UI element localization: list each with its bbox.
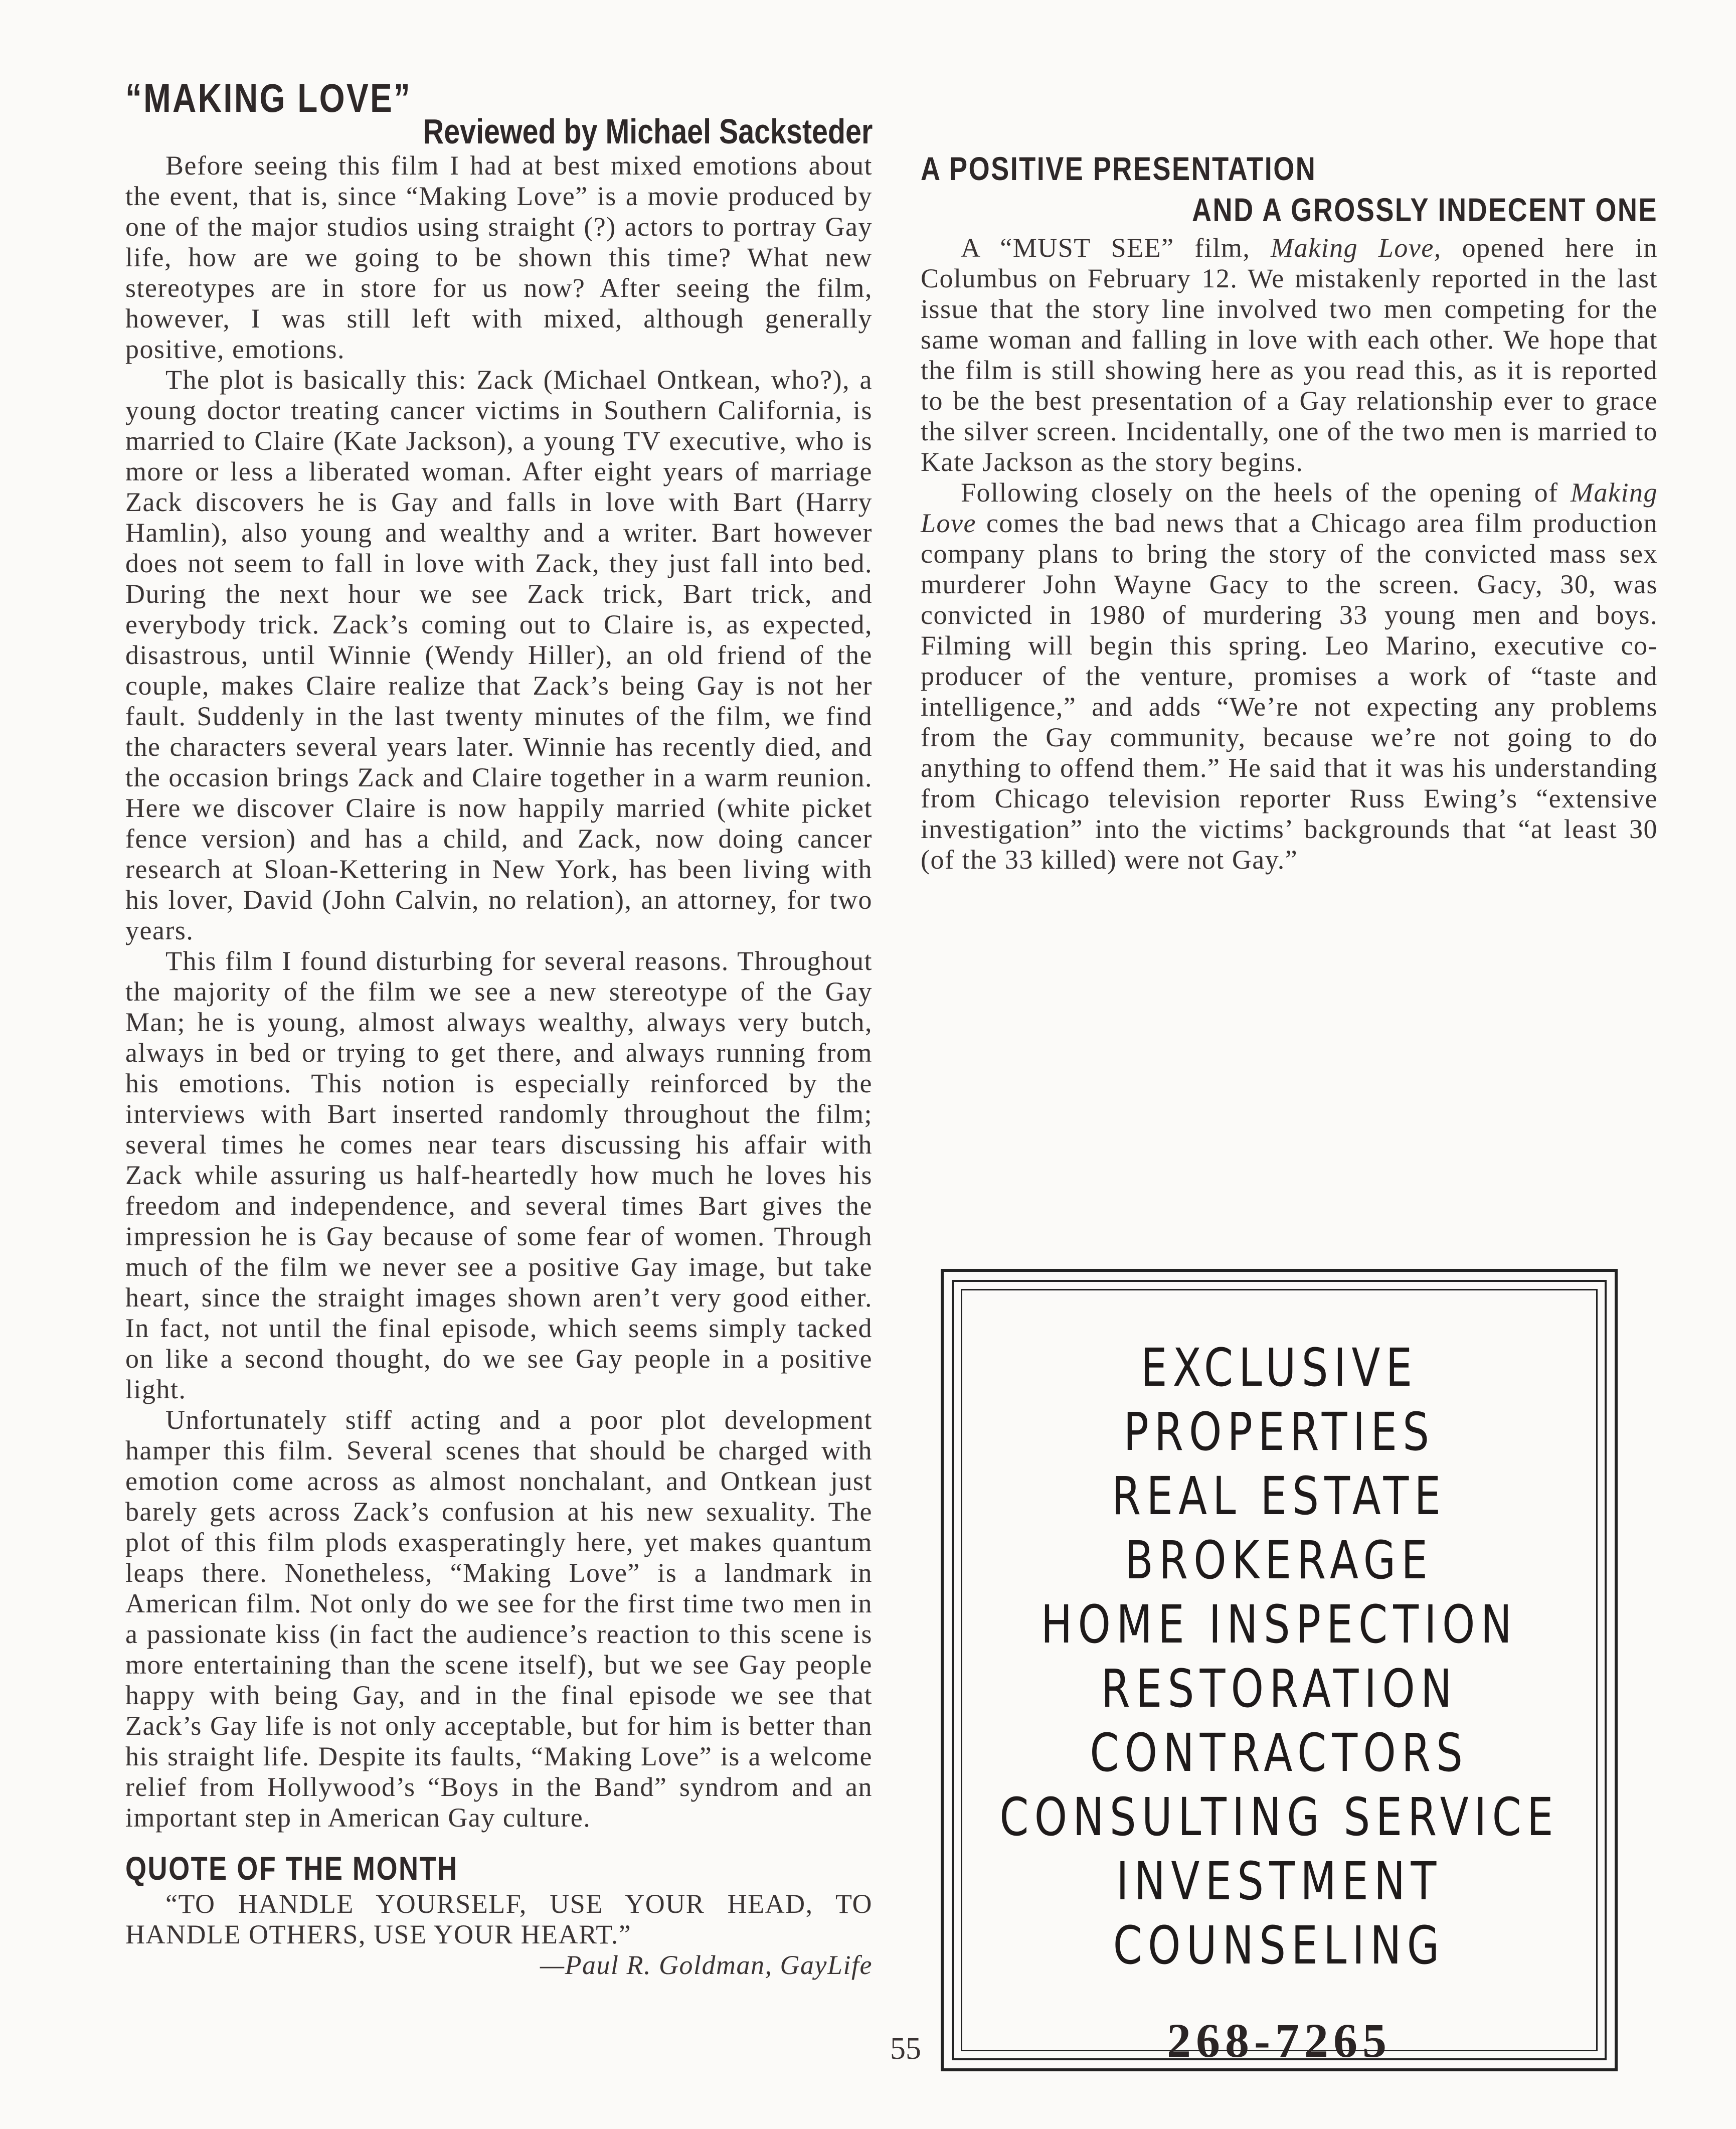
advertisement-box (941, 1269, 1618, 2071)
quote-heading: QUOTE OF THE MONTH (125, 1850, 458, 1887)
text: A “MUST SEE” film, (961, 233, 1271, 263)
text: opened here in Columbus on February 12. We mistakenly reported in the last issue that the story line involved two men competing for the same woman and falling in love with each other. We hope that the film is still showing here as you read this, as it is reported to be the best presentation of a Gay relationship ever to grace the silver screen. Incidentally, one of the two men is married to Kate Jackson as the story begins. (921, 233, 1658, 477)
right-column (921, 150, 1658, 875)
ad-line: PROPERTIES (1123, 1401, 1435, 1462)
quote-text: “TO HANDLE YOURSELF, USE YOUR HEAD, TO HANDLE OTHERS, USE YOUR HEART.” (125, 1889, 873, 1949)
text: comes the bad news that a Chicago area film production company plans to bring the story of the convicted mass sex murderer John Wayne Gacy to the screen. Gacy, 30, was convicted in 1980 of murdering 33 young men and boys. Filming will begin this spring. Leo Marino, executive co-producer of the venture, promises a work of “taste and intelligence,” and adds “We’re not expecting any problems from the Gay community, because we’re not going to do anything to offend them.” He said that it was his understanding from Chicago television reporter Russ Ewing’s “extensive investigation” into the victims’ backgrounds that “at least 30 (of the 33 killed) were not Gay.” (921, 508, 1658, 875)
review-byline: Reviewed by Michael Sacksteder (423, 112, 873, 151)
ad-line: COUNSELING (1113, 1915, 1445, 1976)
ad-line: BROKERAGE (1125, 1530, 1434, 1591)
review-paragraph: This film I found disturbing for several reasons. Throughout the majority of the film we see a new stereotype of the Gay Man; he is young, almost always wealthy, always very butch, always in bed or trying to get there, and always running from his emotions. This notion is especially reinforced by the interviews with Bart inserted randomly throughout the film; several times he comes near tears discussing his affair with Zack while assuring us half-heartedly how much he loves his freedom and independence, and several times Bart gives the impression he is Gay because of some fear of women. Through much of the film we never see a positive Gay image, but take heart, since the straight images shown aren’t very good either. In fact, not until the final episode, which seems simply tacked on like a second thought, do we see Gay people in a positive light. (125, 946, 873, 1404)
ad-line: EXCLUSIVE (1140, 1337, 1418, 1398)
ad-border (952, 1280, 1607, 2067)
review-paragraph: Unfortunately stiff acting and a poor plot development hamper this film. Several scenes that should be charged with emotion come across as almost nonchalant, and Ontkean just barely gets across Zack’s confusion at his new sexuality. The plot of this film plods exasperatingly here, yet makes quantum leaps there. Nonetheless, “Making Love” is a landmark in American film. Not only do we see for the first time two men in a passionate kiss (in fact the audience’s reaction to this scene is more entertaining than the scene itself), but we see Gay people happy with being Gay, and in the final episode we see that Zack’s Gay life is not only acceptable, but for him is better than his straight life. Despite its faults, “Making Love” is a welcome relief from Hollywood’s “Boys in the Band” syndrom and an important step in American Gay culture. (125, 1405, 873, 1833)
left-column (125, 150, 873, 1981)
news-paragraph (921, 233, 1658, 477)
ad-line: CONTRACTORS (1090, 1722, 1469, 1783)
page-number: 55 (890, 2032, 921, 2066)
review-paragraph: Before seeing this film I had at best mixed emotions about the event, that is, since “Making Love” is a movie produced by one of the major studios using straight (?) actors to portray Gay life, how are we going to be shown this time? What new stereotypes are in store for us now? After seeing the film, however, I was still left with mixed, although generally positive, emotions. (125, 150, 873, 364)
review-title: “MAKING LOVE” (125, 76, 412, 120)
ad-line: RESTORATION (1101, 1658, 1458, 1719)
film-title: Making Love, (1271, 233, 1442, 263)
ad-line: HOME INSPECTION (1040, 1594, 1518, 1655)
ad-content (961, 1289, 1598, 2067)
review-paragraph: The plot is basically this: Zack (Michael Ontkean, who?), a young doctor treating cancer victims in Southern California, is married to Claire (Kate Jackson), a young TV executive, who is more or less a liberated woman. After eight years of marriage Zack discovers he is Gay and falls in love with Bart (Harry Hamlin), also young and wealthy and a writer. Bart however does not seem to fall in love with Zack, they just fall into bed. During the next hour we see Zack trick, Bart trick, and everybody trick. Zack’s coming out to Claire is, as expected, disastrous, until Winnie (Wendy Hiller), an old friend of the couple, makes Claire realize that Zack’s being Gay is not her fault. Suddenly in the last twenty minutes of the film, we find the characters several years later. Winnie has recently died, and the occasion brings Zack and Claire together in a warm reunion. Here we discover Claire is now happily married (white picket fence version) and has a child, and Zack, now doing cancer research at Sloan-Kettering in New York, has been living with his lover, David (John Calvin, no relation), an attorney, for two years. (125, 365, 873, 945)
ad-line: REAL ESTATE (1112, 1465, 1447, 1527)
film-title: Making Love (921, 477, 1658, 538)
ad-phone-number: 268-7265 (1167, 2014, 1392, 2067)
news-heading-line2: AND A GROSSLY INDECENT ONE (1191, 191, 1658, 228)
quote-attribution: —Paul R. Goldman, GayLife (540, 1950, 873, 1980)
ad-line: INVESTMENT (1116, 1851, 1442, 1912)
news-paragraph (921, 477, 1658, 875)
ad-line: CONSULTING SERVICE (999, 1786, 1559, 1848)
text: Following closely on the heels of the opening of (961, 477, 1571, 508)
news-heading-line1: A POSITIVE PRESENTATION (921, 150, 1317, 187)
